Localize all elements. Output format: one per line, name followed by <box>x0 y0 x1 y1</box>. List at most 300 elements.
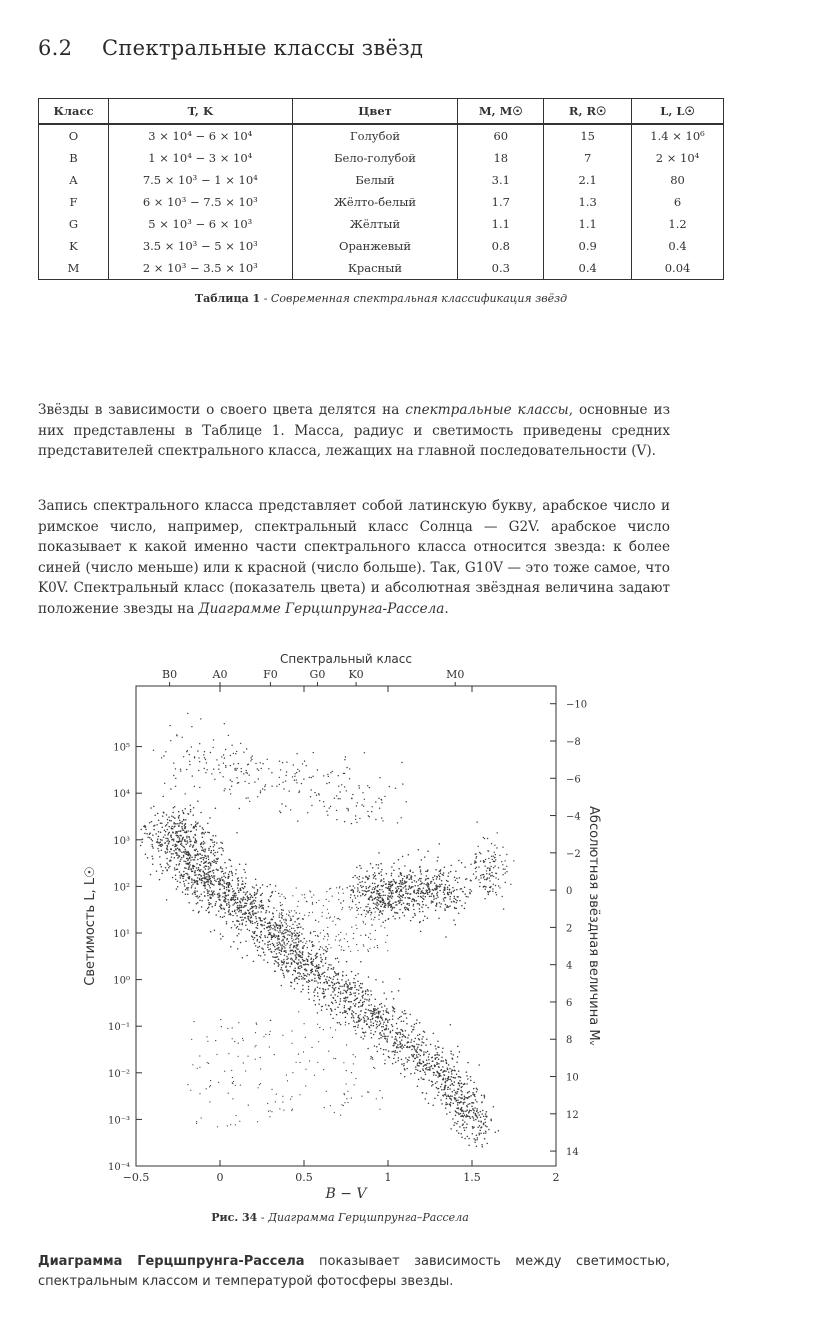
star-point <box>263 925 265 927</box>
star-point <box>391 873 393 875</box>
star-point <box>281 922 283 924</box>
star-point <box>186 831 188 833</box>
star-point <box>476 867 477 868</box>
star-point <box>362 1003 364 1005</box>
star-point <box>250 760 251 761</box>
star-point <box>347 941 348 942</box>
star-point <box>323 953 325 955</box>
star-point <box>356 877 358 879</box>
star-point <box>351 993 353 995</box>
star-point <box>408 1041 410 1043</box>
star-point <box>291 937 293 939</box>
star-point <box>447 1078 449 1080</box>
star-point <box>159 879 161 881</box>
star-point <box>466 1123 468 1125</box>
star-point <box>203 891 205 893</box>
x-tick-label: 1 <box>384 1171 392 1184</box>
star-point <box>440 869 442 871</box>
star-point <box>170 788 172 790</box>
star-point <box>298 901 299 902</box>
star-point <box>232 915 234 917</box>
star-point <box>417 1062 419 1064</box>
star-point <box>260 792 261 793</box>
star-point <box>162 844 164 846</box>
star-point <box>279 949 281 951</box>
star-point <box>471 891 472 892</box>
star-point <box>362 1005 364 1007</box>
star-point <box>349 1001 351 1003</box>
star-point <box>321 1006 322 1007</box>
star-point <box>309 974 311 976</box>
star-point <box>457 1046 459 1048</box>
star-point <box>495 854 496 855</box>
y-right-tick-label: 14 <box>566 1147 579 1159</box>
star-point <box>160 839 162 841</box>
star-point <box>179 815 181 817</box>
table-row <box>39 169 724 191</box>
star-point <box>149 832 151 834</box>
star-point <box>368 937 369 938</box>
star-point <box>359 882 361 884</box>
star-point <box>307 812 308 813</box>
star-point <box>181 851 183 853</box>
star-point <box>389 786 390 787</box>
star-point <box>346 1044 347 1045</box>
star-point <box>320 957 322 959</box>
star-point <box>351 988 353 990</box>
star-point <box>281 948 283 950</box>
star-point <box>418 849 420 851</box>
star-point <box>301 978 303 980</box>
star-point <box>188 852 190 854</box>
star-point <box>231 745 232 746</box>
star-point <box>236 909 238 911</box>
star-point <box>157 842 159 844</box>
star-point <box>327 933 328 934</box>
star-point <box>341 979 343 981</box>
star-point <box>198 867 200 869</box>
table-cell: Бело-голубой <box>292 147 458 169</box>
star-point <box>477 1117 479 1119</box>
star-point <box>395 891 397 893</box>
star-point <box>400 898 402 900</box>
star-point <box>326 976 328 978</box>
star-point <box>408 874 410 876</box>
table-cell: 2 × 10⁴ <box>632 147 724 169</box>
star-point <box>353 1020 355 1022</box>
star-point <box>245 1070 246 1071</box>
star-point <box>172 853 174 855</box>
star-point <box>264 789 265 790</box>
star-point <box>232 1027 233 1028</box>
star-point <box>371 892 373 894</box>
star-point <box>183 856 185 858</box>
star-point <box>317 935 318 936</box>
star-point <box>427 917 429 919</box>
star-point <box>336 1014 338 1016</box>
star-point <box>492 859 493 860</box>
star-point <box>411 1049 413 1051</box>
star-point <box>301 956 303 958</box>
section-number: 6.2 <box>38 36 73 60</box>
star-point <box>274 963 276 965</box>
star-point <box>495 1132 497 1134</box>
star-point <box>308 956 310 958</box>
star-point <box>342 971 344 973</box>
star-point <box>319 800 320 801</box>
star-point <box>367 910 369 912</box>
star-point <box>159 856 161 858</box>
star-point <box>218 764 219 765</box>
star-point <box>425 1098 427 1100</box>
star-point <box>439 902 441 904</box>
star-point <box>355 904 356 905</box>
star-point <box>388 1057 390 1059</box>
star-point <box>442 1048 444 1050</box>
star-point <box>222 848 224 850</box>
star-point <box>479 852 480 853</box>
star-point <box>207 769 208 770</box>
star-point <box>297 963 299 965</box>
star-point <box>455 1091 457 1093</box>
star-point <box>176 852 178 854</box>
star-point <box>153 806 155 808</box>
star-point <box>504 869 505 870</box>
star-point <box>278 964 280 966</box>
star-point <box>380 881 382 883</box>
star-point <box>210 839 212 841</box>
star-point <box>359 818 360 819</box>
star-point <box>270 1020 271 1021</box>
star-point <box>169 851 171 853</box>
star-point <box>317 975 319 977</box>
star-point <box>216 842 218 844</box>
star-point <box>335 958 337 960</box>
star-point <box>336 887 337 888</box>
star-point <box>397 1060 399 1062</box>
star-point <box>157 840 159 842</box>
star-point <box>285 920 287 922</box>
star-point <box>343 950 345 952</box>
star-point <box>378 919 379 920</box>
star-point <box>370 939 371 940</box>
star-point <box>314 1075 315 1076</box>
star-point <box>191 726 192 727</box>
star-point <box>441 1083 443 1085</box>
star-point <box>260 1083 261 1084</box>
star-point <box>402 894 404 896</box>
star-point <box>302 977 304 979</box>
star-point <box>376 908 378 910</box>
star-point <box>188 866 190 868</box>
star-point <box>344 821 345 822</box>
star-point <box>459 1076 461 1078</box>
star-point <box>486 1111 488 1113</box>
star-point <box>467 1136 469 1138</box>
star-point <box>404 1010 406 1012</box>
star-point <box>404 882 406 884</box>
star-point <box>406 1061 408 1063</box>
star-point <box>377 1051 379 1053</box>
star-point <box>378 864 380 866</box>
star-point <box>223 916 225 918</box>
star-point <box>241 877 243 879</box>
star-point <box>249 912 251 914</box>
star-point <box>197 895 199 897</box>
star-point <box>210 882 212 884</box>
star-point <box>466 1083 468 1085</box>
star-point <box>168 839 170 841</box>
star-point <box>213 872 215 874</box>
star-point <box>323 990 325 992</box>
star-point <box>375 819 376 820</box>
star-point <box>302 959 304 961</box>
star-point <box>311 1047 312 1048</box>
star-point <box>304 897 305 898</box>
star-point <box>309 940 311 942</box>
star-point <box>282 973 284 975</box>
star-point <box>203 859 205 861</box>
star-point <box>174 806 176 808</box>
table-row <box>39 191 724 213</box>
star-point <box>326 982 328 984</box>
star-point <box>467 1104 469 1106</box>
star-point <box>255 907 257 909</box>
star-point <box>396 1040 398 1042</box>
star-point <box>273 907 275 909</box>
star-point <box>194 870 196 872</box>
star-point <box>462 1124 464 1126</box>
star-point <box>449 1112 451 1114</box>
star-point <box>411 1045 413 1047</box>
star-point <box>402 1011 404 1013</box>
star-point <box>226 887 228 889</box>
star-point <box>332 991 334 993</box>
star-point <box>327 909 328 910</box>
star-point <box>298 972 300 974</box>
star-point <box>460 1113 462 1115</box>
star-point <box>355 992 357 994</box>
star-point <box>187 862 189 864</box>
star-point <box>192 865 194 867</box>
star-point <box>284 950 286 952</box>
star-point <box>251 903 253 905</box>
star-point <box>321 1009 323 1011</box>
star-point <box>435 910 437 912</box>
star-point <box>164 842 166 844</box>
star-point <box>412 872 414 874</box>
star-point <box>311 789 312 790</box>
star-point <box>361 887 363 889</box>
star-point <box>330 806 331 807</box>
star-point <box>175 874 177 876</box>
star-point <box>348 809 349 810</box>
star-point <box>443 1074 445 1076</box>
star-point <box>301 783 302 784</box>
star-point <box>438 918 440 920</box>
star-point <box>353 938 354 939</box>
star-point <box>279 811 280 812</box>
star-point <box>285 805 286 806</box>
star-point <box>392 1045 394 1047</box>
star-point <box>311 897 312 898</box>
star-point <box>192 884 194 886</box>
star-point <box>234 903 236 905</box>
star-point <box>185 843 187 845</box>
star-point <box>441 880 443 882</box>
star-point <box>274 956 276 958</box>
star-point <box>334 984 336 986</box>
star-point <box>231 927 233 929</box>
star-point <box>294 780 295 781</box>
star-point <box>216 869 218 871</box>
star-point <box>294 967 296 969</box>
star-point <box>445 1094 447 1096</box>
star-point <box>473 1088 475 1090</box>
star-point <box>451 1076 453 1078</box>
star-point <box>182 737 183 738</box>
star-point <box>393 1008 395 1010</box>
star-point <box>269 884 271 886</box>
star-point <box>346 992 348 994</box>
star-point <box>303 960 305 962</box>
star-point <box>322 988 324 990</box>
star-point <box>290 920 291 921</box>
star-point <box>206 1036 207 1037</box>
star-point <box>284 922 285 923</box>
star-point <box>238 908 240 910</box>
star-point <box>289 934 291 936</box>
star-point <box>311 971 313 973</box>
star-point <box>433 1033 435 1035</box>
star-point <box>204 876 206 878</box>
star-point <box>317 1062 318 1063</box>
star-point <box>263 1036 264 1037</box>
star-point <box>344 1093 345 1094</box>
star-point <box>358 879 360 881</box>
star-point <box>222 896 224 898</box>
star-point <box>175 778 176 779</box>
star-point <box>456 1062 458 1064</box>
column-header: Класс <box>39 99 109 125</box>
star-point <box>334 1112 335 1113</box>
star-point <box>350 987 352 989</box>
star-point <box>446 1062 448 1064</box>
star-point <box>389 1019 391 1021</box>
star-point <box>351 987 353 989</box>
star-point <box>354 1022 355 1023</box>
star-point <box>358 902 360 904</box>
star-point <box>351 823 352 824</box>
star-point <box>296 977 298 979</box>
star-point <box>363 922 364 923</box>
star-point <box>383 1024 384 1025</box>
star-point <box>160 864 162 866</box>
star-point <box>400 872 402 874</box>
star-point <box>187 889 189 891</box>
star-point <box>183 813 185 815</box>
star-point <box>346 1070 347 1071</box>
star-point <box>230 898 232 900</box>
star-point <box>468 1138 470 1140</box>
star-point <box>377 867 379 869</box>
star-point <box>376 1021 378 1023</box>
figure-caption-separator: - <box>257 1211 269 1224</box>
star-point <box>422 911 424 913</box>
star-point <box>192 814 194 816</box>
star-point <box>382 1019 384 1021</box>
star-point <box>222 850 224 852</box>
star-point <box>408 1060 410 1062</box>
star-point <box>140 829 142 831</box>
star-point <box>330 977 332 979</box>
star-point <box>460 1090 462 1092</box>
star-point <box>286 959 288 961</box>
star-point <box>458 1107 460 1109</box>
star-point <box>173 816 175 818</box>
star-point <box>367 1048 369 1050</box>
star-point <box>386 873 388 875</box>
star-point <box>489 887 490 888</box>
star-point <box>314 792 315 793</box>
star-point <box>476 1091 478 1093</box>
star-point <box>474 1096 476 1098</box>
star-point <box>214 841 216 843</box>
star-point <box>185 793 186 794</box>
star-point <box>196 1123 197 1124</box>
star-point <box>255 927 257 929</box>
star-point <box>308 986 310 988</box>
star-point <box>483 862 484 863</box>
star-point <box>396 912 398 914</box>
star-point <box>378 893 379 894</box>
star-point <box>475 1139 477 1141</box>
star-point <box>335 972 337 974</box>
star-point <box>342 993 344 995</box>
star-point <box>372 883 374 885</box>
star-point <box>213 850 215 852</box>
star-point <box>188 858 190 860</box>
star-point <box>215 903 217 905</box>
star-point <box>486 870 487 871</box>
star-point <box>373 887 374 888</box>
star-point <box>196 903 198 905</box>
star-point <box>181 842 183 844</box>
star-point <box>484 838 485 839</box>
star-point <box>257 796 258 797</box>
star-point <box>340 1000 342 1002</box>
star-point <box>254 913 256 915</box>
star-point <box>167 849 169 851</box>
star-point <box>374 898 376 900</box>
star-point <box>277 937 279 939</box>
star-point <box>340 939 341 940</box>
star-point <box>238 880 240 882</box>
star-point <box>174 846 176 848</box>
star-point <box>294 970 296 972</box>
star-point <box>212 842 214 844</box>
star-point <box>372 1059 373 1060</box>
star-point <box>382 922 384 924</box>
star-point <box>339 791 340 792</box>
star-point <box>369 948 370 949</box>
star-point <box>496 873 497 874</box>
star-point <box>282 924 284 926</box>
star-point <box>410 920 412 922</box>
y-left-tick-label: 10⁰ <box>113 975 130 987</box>
star-point <box>285 775 286 776</box>
star-point <box>454 1070 456 1072</box>
